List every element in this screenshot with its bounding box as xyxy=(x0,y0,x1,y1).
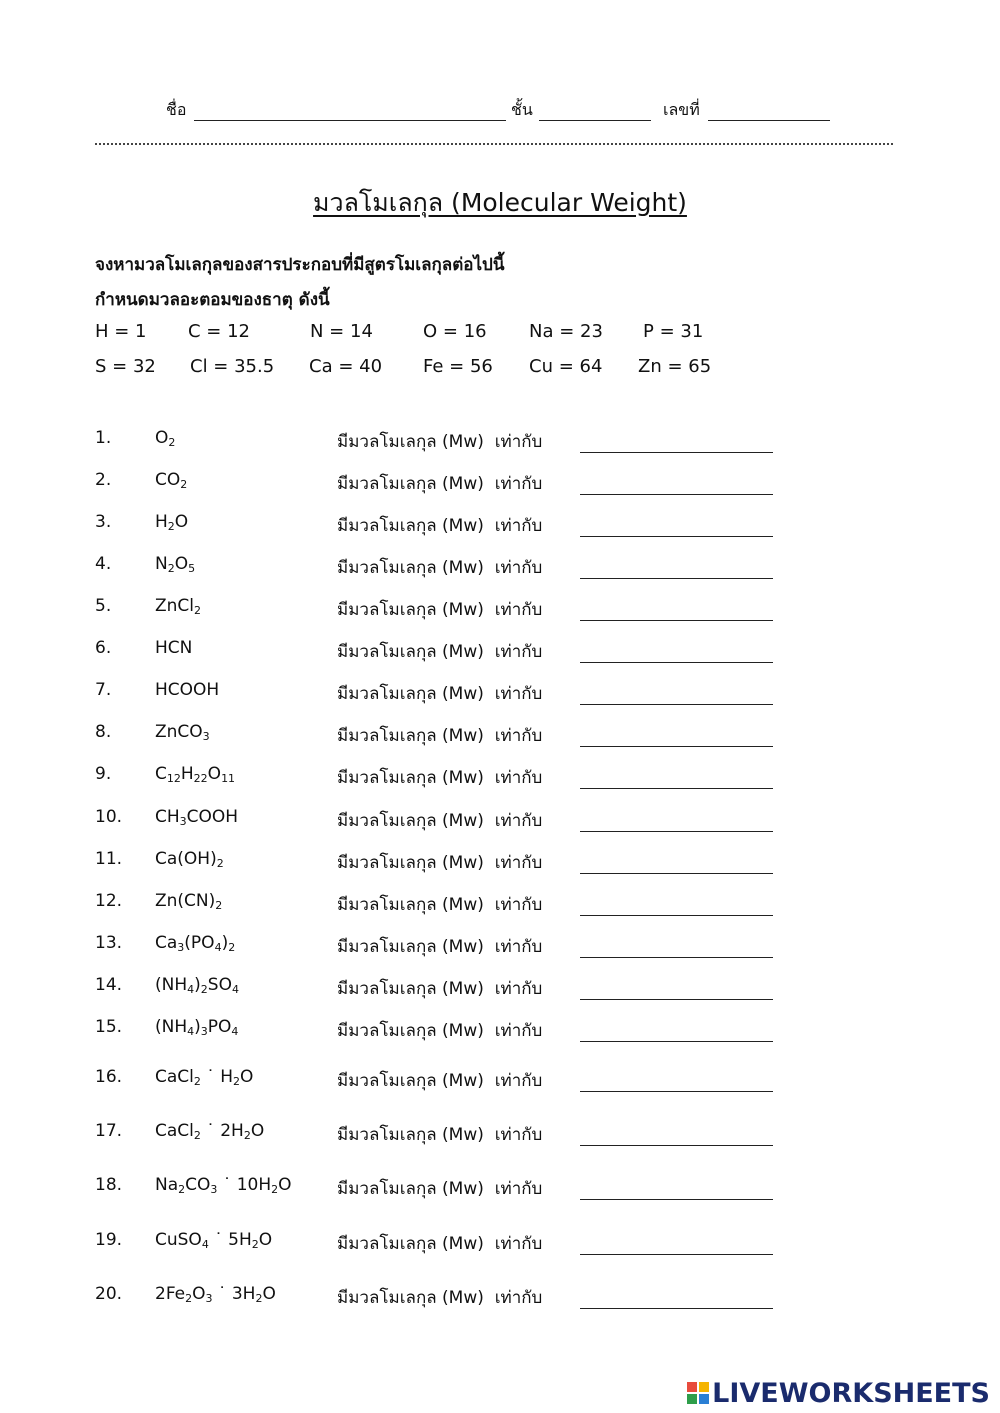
answer-blank[interactable] xyxy=(580,1308,773,1309)
atomic-mass-item: O = 16 xyxy=(423,321,487,342)
question-number: 12. xyxy=(95,891,123,911)
atomic-mass-item: Na = 23 xyxy=(529,321,603,342)
answer-label: มีมวลโมเลกุล (Mw) เท่ากับ xyxy=(337,1288,543,1308)
chemical-formula: $2Fe_2O_3$ ˙ $3H_2O$ xyxy=(155,1284,276,1305)
question-number: 11. xyxy=(95,849,123,869)
answer-label: มีมวลโมเลกุล (Mw) เท่ากับ xyxy=(337,1021,543,1041)
answer-blank[interactable] xyxy=(580,578,773,579)
atomic-mass-item: Cu = 64 xyxy=(529,356,603,377)
question-number: 10. xyxy=(95,807,123,827)
answer-blank[interactable] xyxy=(580,494,773,495)
chemical-formula: ZnCl$_2$ xyxy=(155,596,202,617)
chemical-formula: HCOOH xyxy=(155,680,220,700)
dotted-divider xyxy=(95,143,893,145)
answer-label: มีมวลโมเลกุล (Mw) เท่ากับ xyxy=(337,979,543,999)
answer-label: มีมวลโมเลกุล (Mw) เท่ากับ xyxy=(337,1071,543,1091)
logo-tiles-icon xyxy=(687,1382,709,1404)
answer-blank[interactable] xyxy=(580,1254,773,1255)
answer-blank[interactable] xyxy=(580,1145,773,1146)
question-number: 14. xyxy=(95,975,123,995)
chemical-formula: $CH_3COOH$ xyxy=(155,807,239,828)
answer-blank[interactable] xyxy=(580,788,773,789)
question-number: 3. xyxy=(95,512,112,532)
answer-blank[interactable] xyxy=(580,536,773,537)
question-number: 18. xyxy=(95,1175,123,1195)
question-number: 13. xyxy=(95,933,123,953)
answer-label: มีมวลโมเลกุล (Mw) เท่ากับ xyxy=(337,600,543,620)
question-number: 6. xyxy=(95,638,112,658)
liveworksheets-logo xyxy=(687,1378,990,1409)
chemical-formula: $Zn(CN)_2$ xyxy=(155,891,223,912)
answer-label: มีมวลโมเลกุล (Mw) เท่ากับ xyxy=(337,811,543,831)
chemical-formula: $Na_2CO_3$ ˙ $10H_2O$ xyxy=(155,1175,292,1196)
chemical-formula: CaCl$_2$ ˙ $H_2O$ xyxy=(155,1067,254,1088)
chemical-formula: CaCl$_2$ ˙ $2H_2O$ xyxy=(155,1121,265,1142)
page-title: มวลโมเลกุล (Molecular Weight) xyxy=(313,188,687,217)
atomic-mass-item: C = 12 xyxy=(188,321,250,342)
class-label: ชั้น xyxy=(511,100,533,119)
answer-label: มีมวลโมเลกุล (Mw) เท่ากับ xyxy=(337,642,543,662)
answer-blank[interactable] xyxy=(580,915,773,916)
class-field[interactable] xyxy=(539,100,651,121)
answer-blank[interactable] xyxy=(580,704,773,705)
logo-text: LIVEWORKSHEETS xyxy=(712,1378,990,1409)
answer-label: มีมวลโมเลกุล (Mw) เท่ากับ xyxy=(337,1125,543,1145)
chemical-formula: $H_2O$ xyxy=(155,512,189,533)
question-number: 4. xyxy=(95,554,112,574)
chemical-formula: $(NH_4)_2SO_4$ xyxy=(155,975,239,996)
chemical-formula: $C_{12}H_{22}O_{11}$ xyxy=(155,764,236,785)
answer-label: มีมวลโมเลกุล (Mw) เท่ากับ xyxy=(337,474,543,494)
chemical-formula: HCN xyxy=(155,638,193,658)
number-label: เลขที่ xyxy=(663,100,700,119)
answer-blank[interactable] xyxy=(580,831,773,832)
answer-blank[interactable] xyxy=(580,873,773,874)
question-number: 2. xyxy=(95,470,112,490)
instruction-line-1: จงหามวลโมเลกุลของสารประกอบที่มีสูตรโมเลกุลต่อไปนี้ xyxy=(95,255,505,275)
question-number: 7. xyxy=(95,680,112,700)
answer-label: มีมวลโมเลกุล (Mw) เท่ากับ xyxy=(337,1179,543,1199)
question-number: 20. xyxy=(95,1284,123,1304)
answer-blank[interactable] xyxy=(580,999,773,1000)
answer-label: มีมวลโมเลกุล (Mw) เท่ากับ xyxy=(337,853,543,873)
answer-blank[interactable] xyxy=(580,1041,773,1042)
question-number: 19. xyxy=(95,1230,123,1250)
answer-blank[interactable] xyxy=(580,746,773,747)
atomic-mass-item: N = 14 xyxy=(310,321,373,342)
atomic-mass-item: S = 32 xyxy=(95,356,156,377)
question-number: 5. xyxy=(95,596,112,616)
instruction-line-2: กำหนดมวลอะตอมของธาตุ ดังนี้ xyxy=(95,290,330,310)
chemical-formula: CuSO$_4$ ˙ $5H_2O$ xyxy=(155,1230,273,1251)
answer-blank[interactable] xyxy=(580,620,773,621)
chemical-formula: ZnCO$_3$ xyxy=(155,722,210,743)
name-label: ชื่อ xyxy=(166,100,187,119)
answer-label: มีมวลโมเลกุล (Mw) เท่ากับ xyxy=(337,1234,543,1254)
chemical-formula: $N_2O_5$ xyxy=(155,554,196,575)
chemical-formula: $CO_2$ xyxy=(155,470,188,491)
chemical-formula: $O_2$ xyxy=(155,428,176,449)
question-number: 1. xyxy=(95,428,112,448)
answer-blank[interactable] xyxy=(580,662,773,663)
answer-label: มีมวลโมเลกุล (Mw) เท่ากับ xyxy=(337,937,543,957)
atomic-mass-item: Fe = 56 xyxy=(423,356,493,377)
question-number: 17. xyxy=(95,1121,123,1141)
answer-blank[interactable] xyxy=(580,957,773,958)
atomic-mass-item: Zn = 65 xyxy=(638,356,712,377)
question-number: 8. xyxy=(95,722,112,742)
answer-label: มีมวลโมเลกุล (Mw) เท่ากับ xyxy=(337,895,543,915)
answer-label: มีมวลโมเลกุล (Mw) เท่ากับ xyxy=(337,768,543,788)
atomic-mass-item: Ca = 40 xyxy=(309,356,383,377)
answer-blank[interactable] xyxy=(580,1199,773,1200)
number-field[interactable] xyxy=(708,100,830,121)
answer-label: มีมวลโมเลกุล (Mw) เท่ากับ xyxy=(337,516,543,536)
question-number: 16. xyxy=(95,1067,123,1087)
answer-label: มีมวลโมเลกุล (Mw) เท่ากับ xyxy=(337,684,543,704)
answer-label: มีมวลโมเลกุล (Mw) เท่ากับ xyxy=(337,432,543,452)
chemical-formula: $Ca_3(PO_4)_2$ xyxy=(155,933,236,954)
answer-blank[interactable] xyxy=(580,452,773,453)
answer-blank[interactable] xyxy=(580,1091,773,1092)
name-field[interactable] xyxy=(194,100,506,121)
atomic-mass-item: H = 1 xyxy=(95,321,147,342)
question-number: 15. xyxy=(95,1017,123,1037)
answer-label: มีมวลโมเลกุล (Mw) เท่ากับ xyxy=(337,726,543,746)
question-number: 9. xyxy=(95,764,112,784)
atomic-mass-item: Cl = 35.5 xyxy=(190,356,275,377)
chemical-formula: $(NH_4)_3PO_4$ xyxy=(155,1017,239,1038)
atomic-mass-item: P = 31 xyxy=(643,321,704,342)
answer-label: มีมวลโมเลกุล (Mw) เท่ากับ xyxy=(337,558,543,578)
chemical-formula: $Ca(OH)_2$ xyxy=(155,849,224,870)
